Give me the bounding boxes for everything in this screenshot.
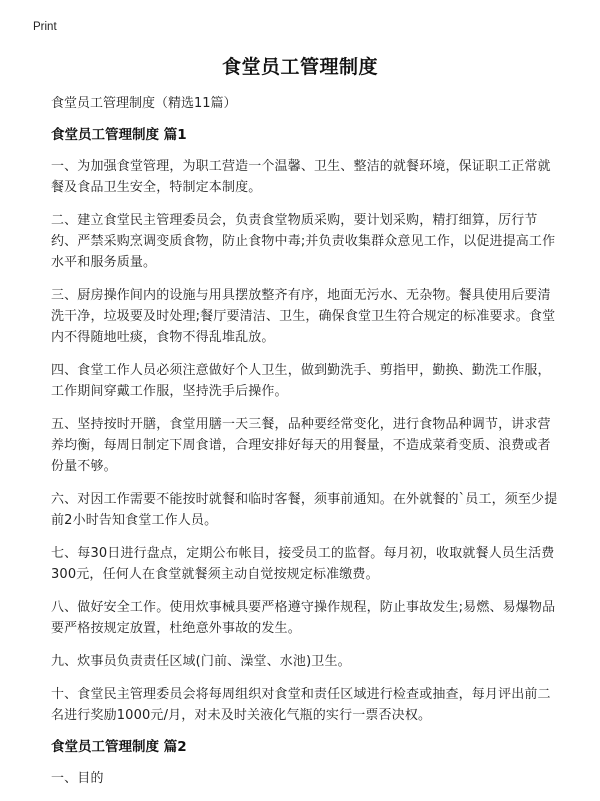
paragraph: 一、为加强食堂管理，为职工营造一个温馨、卫生、整洁的就餐环境，保证职工正常就餐及食品卫生安全，特制定本制度。	[51, 159, 551, 195]
section-heading-2: 食堂员工管理制度 篇2	[51, 739, 187, 755]
paragraph: 三、厨房操作间内的设施与用具摆放整齐有序，地面无污水、无杂物。餐具使用后要清洗干净，垃圾要及时处理;餐厅要清洁、卫生，确保食堂卫生符合规定的标准要求。食堂内不得随地吐痰，食物不得乱堆乱放。	[51, 288, 556, 345]
paragraph: 八、做好安全工作。使用炊事械具要严格遵守操作规程，防止事故发生;易燃、易爆物品要严格按规定放置，杜绝意外事故的发生。	[51, 600, 556, 636]
print-label: Print	[33, 21, 57, 33]
document-subtitle: 食堂员工管理制度（精选11篇）	[51, 96, 237, 111]
paragraph: 四、食堂工作人员必须注意做好个人卫生，做到勤洗手、剪指甲，勤换、勤洗工作服，工作期间穿戴工作服，坚持洗手后操作。	[51, 363, 551, 399]
document-title: 食堂员工管理制度	[221, 56, 378, 78]
paragraph: 十、食堂民主管理委员会将每周组织对食堂和责任区域进行检查或抽查，每月评出前二名进行奖励1000元/月，对未及时关液化气瓶的实行一票否决权。	[51, 687, 551, 723]
paragraph: 六、对因工作需要不能按时就餐和临时客餐，须事前通知。在外就餐的`员工，须至少提前2小时告知食堂工作人员。	[51, 492, 558, 528]
paragraph: 二、建立食堂民主管理委员会，负责食堂物质采购，要计划采购，精打细算，厉行节约、严禁采购烹调变质食物，防止食物中毒;并负责收集群众意见工作，以促进提高工作水平和服务质量。	[51, 213, 556, 270]
section-heading-1: 食堂员工管理制度 篇1	[51, 127, 187, 143]
paragraph: 九、炊事员负责责任区域(门前、澡堂、水池)卫生。	[51, 654, 351, 669]
paragraph: 一、目的	[51, 771, 104, 786]
paragraph: 七、每30日进行盘点，定期公布帐目，接受员工的监督。每月初，收取就餐人员生活费300元，任何人在食堂就餐须主动自觉按规定标准缴费。	[51, 546, 555, 582]
document-body	[51, 96, 561, 801]
paragraph: 五、坚持按时开膳，食堂用膳一天三餐，品种要经常变化，进行食物品种调节，讲求营养均衡，每周日制定下周食谱，合理安排好每天的用餐量，不造成菜肴变质、浪费或者份量不够。	[51, 417, 551, 474]
